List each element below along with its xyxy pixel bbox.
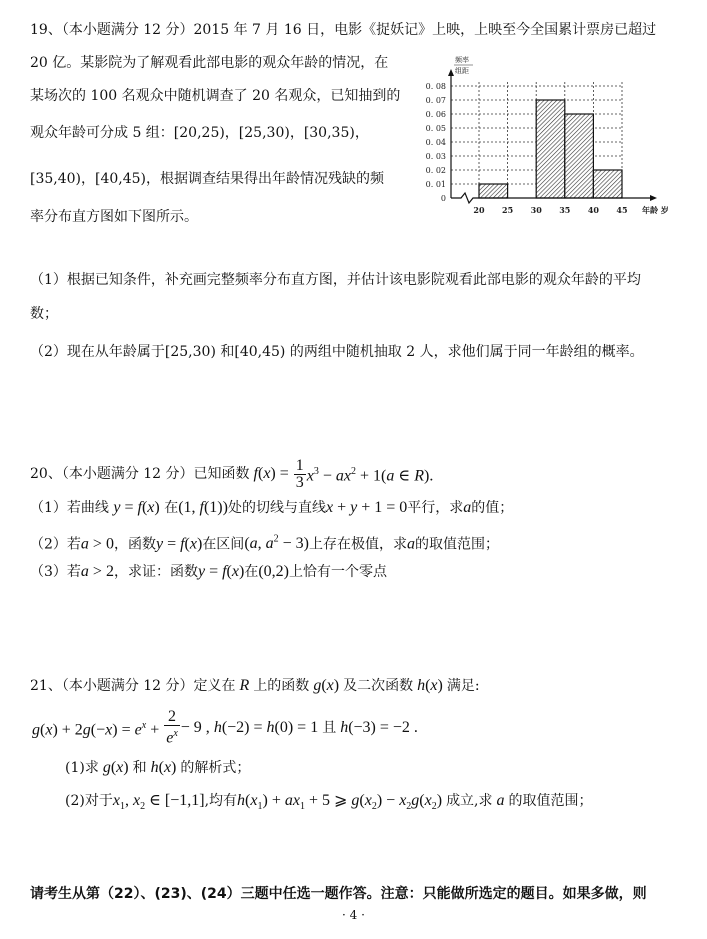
- q20-p1-text: （1）若曲线: [30, 500, 109, 516]
- y-axis-label-denominator: 组距: [455, 67, 469, 75]
- q20-p1-text2: 在: [164, 500, 179, 516]
- q20-p1-math3: x + y + 1 = 0: [325, 499, 408, 516]
- q21-p1-math1: g(x): [102, 759, 133, 776]
- q20-p1-text4: 平行，求: [407, 500, 464, 516]
- q21-p2-text: (2)对于: [65, 793, 113, 809]
- q21-p2-text4: 的取值范围；: [508, 793, 593, 809]
- q21-p1-text2: 和: [132, 760, 147, 776]
- q19-line5: [35,40)，[40,45)，根据调查结果得出年龄情况残缺的频: [30, 171, 385, 187]
- q20-func-rhs: $x^3 - ax^2 + 1(a$ ∈ R).: [306, 465, 434, 485]
- q20-p1-text5: 的值；: [471, 500, 514, 516]
- q20-p2-text3: 在区间: [202, 536, 245, 553]
- q20-p3-math3: (0,2): [258, 563, 289, 580]
- q21-header-text: 21、（本小题满分 12 分）定义在: [30, 678, 236, 694]
- x-tick-label: 40: [587, 205, 599, 215]
- q20-func-fraction: $\frac{1}{3}$: [295, 456, 304, 491]
- q20-p3-text: （3）若: [30, 564, 81, 580]
- y-tick-label: 0. 02: [425, 166, 446, 175]
- histogram-bar: [565, 114, 594, 198]
- q20-p2-text2: ，函数: [113, 536, 156, 553]
- q21-math-g: g(x): [313, 677, 344, 694]
- q21-p2-text2: ,均有: [204, 793, 238, 809]
- q19-line6: 率分布直方图如下图所示。: [30, 209, 198, 225]
- q20-p1-var-a: a: [463, 499, 472, 516]
- q21-cond-rhs: − 9 , h(−2) = h(0) = 1: [180, 719, 323, 736]
- q19-line3: 某场次的 100 名观众中随机调查了 20 名观众，已知抽到的: [30, 88, 401, 104]
- q20-p1-text3: 处的切线与直线: [227, 500, 326, 516]
- q21-p2-text3: 成立,求: [446, 793, 493, 809]
- q19-line1: 19、（本小题满分 12 分）2015 年 7 月 16 日，电影《捉妖记》上映，上映至今全国累计票房已超过: [30, 22, 657, 38]
- q20-p2-text: （2）若: [30, 536, 81, 553]
- q19-part1-line2: 数；: [30, 306, 58, 322]
- q20-p3-text4: 上恰有一个零点: [288, 564, 387, 580]
- page-number: · 4 ·: [342, 908, 365, 922]
- q19-line2: 20 亿。某影院为了解观看此部电影的观众年龄的情况，在: [30, 55, 389, 71]
- y-tick-label: 0. 03: [425, 152, 446, 161]
- q21-condition: [32, 708, 418, 748]
- y-tick-label: 0. 01: [425, 180, 446, 189]
- q21-p2-math2: $h(x_1) + ax_1 + 5$ ⩾ $g(x_2) - x_2g(x_2)$: [237, 792, 447, 813]
- q21-cond-lhs: $g(x) + 2g(-x) = e^x$ +: [32, 719, 164, 739]
- q20-p3-text2: ，求证：函数: [113, 564, 198, 580]
- q20-header: [30, 452, 433, 496]
- q21-header-text4: 满足:: [446, 678, 480, 694]
- histogram-bar: [479, 184, 508, 198]
- q21-p1-text: (1)求: [65, 760, 99, 776]
- q20-header-text: 20、（本小题满分 12 分）已知函数: [30, 466, 250, 482]
- q21-p1-math2: h(x): [150, 759, 181, 776]
- q20-p2-text5: 的取值范围；: [415, 536, 499, 553]
- y-axis-arrow: [448, 69, 454, 76]
- q20-p2-math3: (a, $a^2 - 3$): [244, 534, 309, 553]
- q20-p3-text3: 在: [244, 564, 259, 580]
- y-axis-label-numerator: 频率: [455, 56, 469, 64]
- x-axis-label: 年龄 岁: [642, 205, 669, 215]
- q21-part1: [65, 758, 250, 778]
- q21-p2-var-a: a: [492, 792, 509, 809]
- x-tick-label: 25: [502, 205, 514, 215]
- q20-p1-math1: y = f(x): [113, 499, 160, 516]
- q21-cond-fraction: $\frac{2}{e^x}$: [166, 708, 178, 747]
- q20-p3-math1: a > 2: [80, 563, 114, 580]
- q21-var-R: R: [235, 677, 254, 694]
- q21-part2: [65, 791, 593, 817]
- y-tick-label: 0. 07: [425, 96, 446, 105]
- q21-p2-math1: $x_1$, $x_2$ ∈ [−1,1]: [112, 792, 205, 813]
- y-tick-label: 0. 04: [425, 138, 446, 147]
- x-tick-label: 20: [473, 205, 485, 215]
- histogram-bar: [593, 170, 622, 198]
- q20-func-paren: (x) =: [257, 465, 293, 482]
- q20-p2-text4: 上存在极值，求: [309, 536, 407, 553]
- q20-p1-math2: (1, f(1)): [178, 499, 228, 516]
- x-tick-label: 45: [616, 205, 628, 215]
- footer-notice: 请考生从第（22）、(23)、(24）三题中任选一题作答。注意：只能做所选定的题目。如果多做，则: [30, 886, 647, 902]
- q21-cond-h3: h(−3) = −2 .: [340, 719, 418, 736]
- q20-p2-math1: a > 0: [80, 535, 114, 553]
- y-tick-label: 0. 06: [425, 110, 446, 119]
- histogram-bar: [536, 100, 565, 198]
- frequency-histogram: [420, 50, 680, 230]
- q20-p2-var-a: a: [407, 535, 415, 553]
- q21-header-text2: 上的函数: [253, 678, 310, 694]
- q20-part2: [30, 530, 499, 554]
- y-tick-label: 0. 08: [425, 82, 446, 91]
- x-tick-label: 30: [530, 205, 542, 215]
- q20-p2-math2: y = f(x): [155, 535, 203, 553]
- q20-func-lhs: f: [249, 465, 258, 482]
- q19-part2: （2）现在从年龄属于[25,30) 和[40,45) 的两组中随机抽取 2 人，求他们属于同一年龄组的概率。: [30, 344, 644, 360]
- y-tick-label: 0: [440, 194, 446, 203]
- q19-part1-line1: （1）根据已知条件，补充画完整频率分布直方图，并估计该电影院观看此部电影的观众年龄的平均: [30, 272, 641, 288]
- x-axis-arrow: [650, 195, 657, 201]
- x-tick-label: 35: [559, 205, 571, 215]
- q20-p3-math2: y = f(x): [197, 563, 245, 580]
- q21-math-h: h(x): [417, 677, 447, 694]
- q19-line4: 观众年龄可分成 5 组：[20,25)，[25,30)，[30,35)，: [30, 125, 369, 141]
- q20-part3: [30, 562, 387, 582]
- q20-part1: [30, 498, 513, 518]
- q21-cond-and: 且: [322, 720, 337, 736]
- q21-header-text3: 及二次函数: [343, 678, 414, 694]
- y-tick-label: 0. 05: [425, 124, 446, 133]
- q21-header: [30, 676, 480, 696]
- q21-p1-text3: 的解析式；: [180, 760, 251, 776]
